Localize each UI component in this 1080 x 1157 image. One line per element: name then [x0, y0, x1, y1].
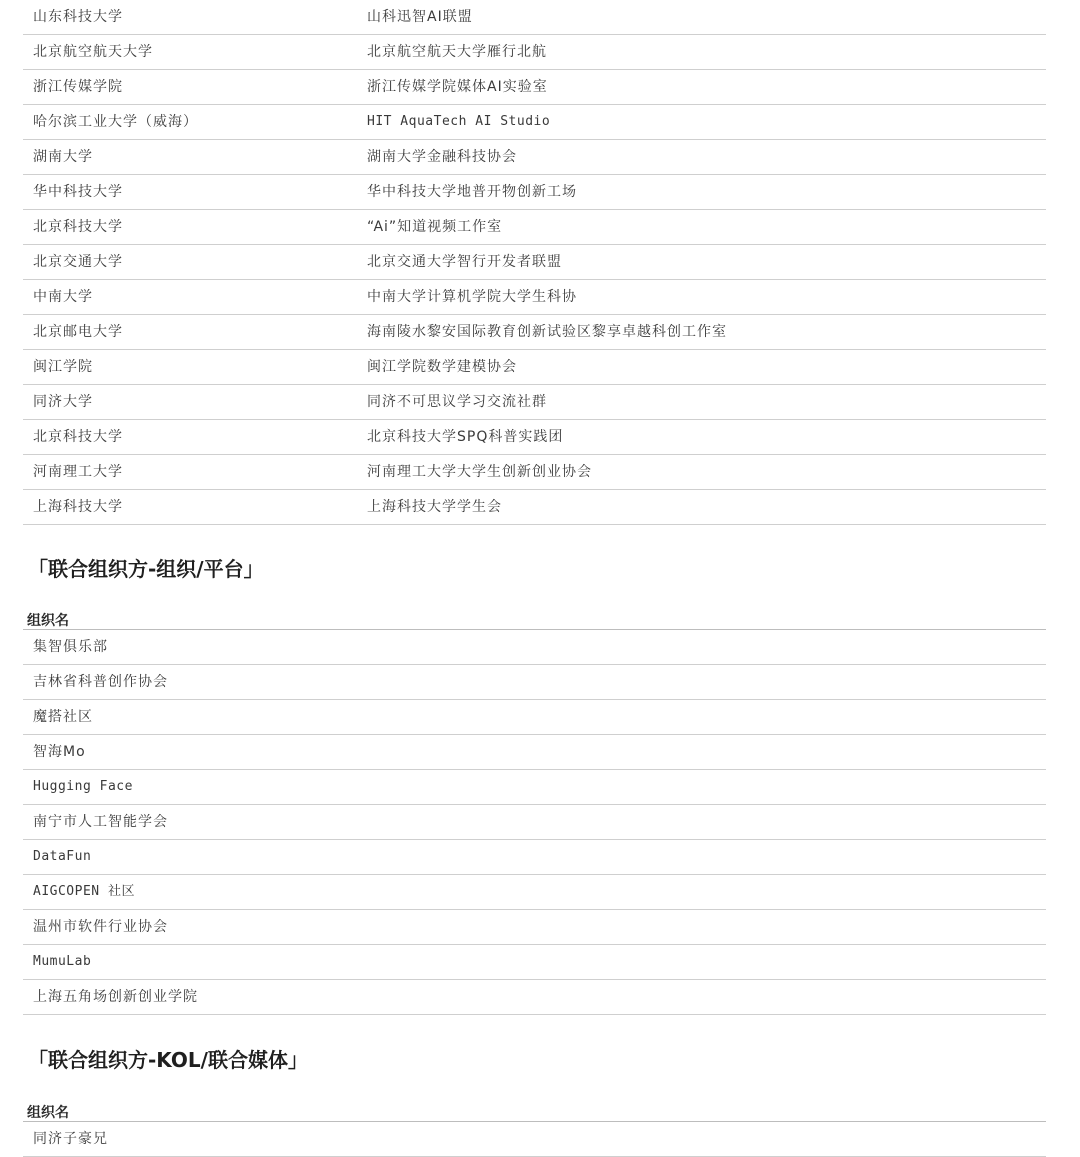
column-header-label: 组织名: [27, 613, 69, 629]
table-row: [23, 175, 1046, 210]
list-item: [23, 980, 1046, 1015]
organization-name: 北京航空航天大学雁行北航: [367, 44, 547, 60]
organization-name: 北京科技大学SPQ科普实践团: [367, 429, 564, 445]
kol-list: [23, 1122, 1046, 1157]
organization-name: 闽江学院数学建模协会: [367, 359, 517, 375]
organization-name: “Ai”知道视频工作室: [367, 219, 503, 235]
organization-name: DataFun: [33, 849, 92, 864]
school-name: 北京航空航天大学: [33, 44, 153, 60]
list-item: [23, 1122, 1046, 1157]
organization-name: 南宁市人工智能学会: [33, 814, 168, 830]
table-row: [23, 35, 1046, 70]
column-header-kol: [23, 1100, 1046, 1122]
organization-name: 上海科技大学学生会: [367, 499, 502, 515]
organization-name: 魔搭社区: [33, 709, 93, 725]
list-item: [23, 945, 1046, 980]
table-row: [23, 245, 1046, 280]
school-name: 中南大学: [33, 289, 93, 305]
school-name: 浙江传媒学院: [33, 79, 123, 95]
table-row: [23, 210, 1046, 245]
column-header-label: 组织名: [27, 1105, 69, 1121]
school-name: 闽江学院: [33, 359, 93, 375]
list-item: [23, 805, 1046, 840]
list-item: [23, 910, 1046, 945]
organization-name: 智海Mo: [33, 744, 86, 760]
school-name: 湖南大学: [33, 149, 93, 165]
table-row: [23, 350, 1046, 385]
platform-list: [23, 630, 1046, 1015]
list-item: [23, 735, 1046, 770]
university-table: [23, 0, 1046, 525]
organization-name: 同济不可思议学习交流社群: [367, 394, 547, 410]
school-name: 华中科技大学: [33, 184, 123, 200]
school-name: 北京科技大学: [33, 429, 123, 445]
organization-name: 湖南大学金融科技协会: [367, 149, 517, 165]
organization-name: 上海五角场创新创业学院: [33, 989, 198, 1005]
organization-name: AIGCOPEN 社区: [33, 884, 135, 899]
school-name: 上海科技大学: [33, 499, 123, 515]
school-name: 北京科技大学: [33, 219, 123, 235]
table-row: [23, 490, 1046, 525]
table-row: [23, 315, 1046, 350]
list-item: [23, 875, 1046, 910]
organization-name: 浙江传媒学院媒体AI实验室: [367, 79, 548, 95]
school-name: 同济大学: [33, 394, 93, 410]
school-name: 山东科技大学: [33, 9, 123, 25]
school-name: 北京交通大学: [33, 254, 123, 270]
organization-name: 北京交通大学智行开发者联盟: [367, 254, 562, 270]
table-row: [23, 385, 1046, 420]
organization-name: 华中科技大学地普开物创新工场: [367, 184, 577, 200]
organization-name: 海南陵水黎安国际教育创新试验区黎享卓越科创工作室: [367, 324, 727, 340]
organization-name: HIT AquaTech AI Studio: [367, 114, 551, 129]
table-row: [23, 105, 1046, 140]
table-row: [23, 0, 1046, 35]
section-title-kol: 「联合组织方-KOL/联合媒体」: [28, 1048, 308, 1072]
table-row: [23, 280, 1046, 315]
list-item: [23, 665, 1046, 700]
table-row: [23, 420, 1046, 455]
list-item: [23, 770, 1046, 805]
list-item: [23, 630, 1046, 665]
school-name: 河南理工大学: [33, 464, 123, 480]
organization-name: 中南大学计算机学院大学生科协: [367, 289, 577, 305]
organization-name: 吉林省科普创作协会: [33, 674, 168, 690]
organization-name: 山科迅智AI联盟: [367, 9, 473, 25]
section-title-platforms: 「联合组织方-组织/平台」: [28, 557, 264, 581]
organization-name: Hugging Face: [33, 779, 133, 794]
organization-name: 河南理工大学大学生创新创业协会: [367, 464, 592, 480]
organization-name: 温州市软件行业协会: [33, 919, 168, 935]
list-item: [23, 700, 1046, 735]
table-row: [23, 455, 1046, 490]
list-item: [23, 840, 1046, 875]
organization-name: MumuLab: [33, 954, 92, 969]
table-row: [23, 70, 1046, 105]
organization-name: 集智俱乐部: [33, 639, 108, 655]
school-name: 哈尔滨工业大学（威海）: [33, 114, 198, 130]
table-row: [23, 140, 1046, 175]
column-header-platforms: [23, 608, 1046, 630]
school-name: 北京邮电大学: [33, 324, 123, 340]
organization-name: 同济子豪兄: [33, 1131, 108, 1147]
